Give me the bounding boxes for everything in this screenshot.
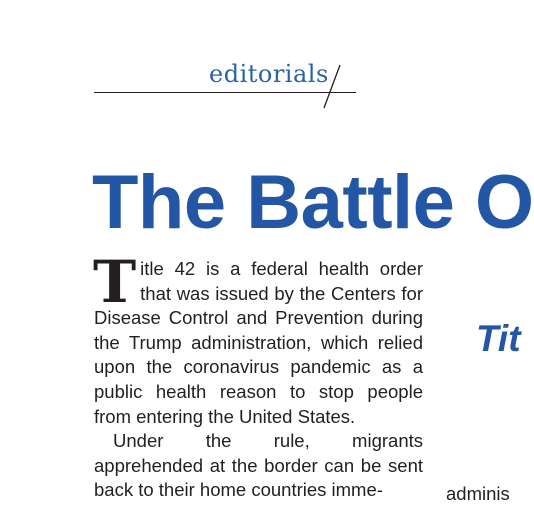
drop-cap: T — [93, 248, 137, 316]
article-headline: The Battle O — [92, 160, 534, 245]
article-subhead: Tit — [476, 318, 521, 359]
section-label: editorials — [209, 60, 329, 88]
slash-divider-icon — [320, 63, 344, 111]
column2-text-fragment: adminis — [446, 483, 510, 504]
article-body-column — [93, 248, 423, 503]
section-rule — [94, 92, 356, 93]
article-paragraph — [93, 248, 423, 429]
article-paragraph: Under the rule, migrants apprehended at the border can be sent back to their home countries imme- — [94, 430, 423, 501]
paragraph-text: itle 42 is a federal health order that was issued by the Centers for Disease Control and Prevention during the Trump administration, which relied upon the coronavirus pandemic as a public health reason to stop people from entering the United States. — [94, 258, 423, 427]
